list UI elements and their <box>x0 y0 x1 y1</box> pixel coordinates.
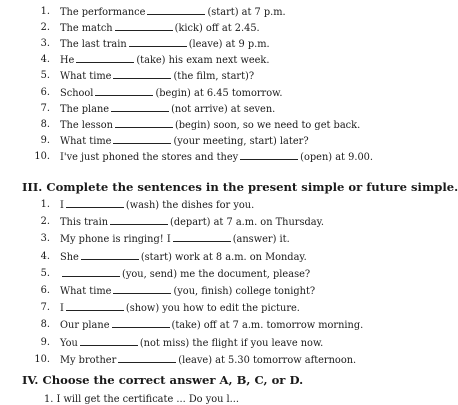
item-text-after: (take) his exam next week. <box>136 55 270 67</box>
answer-blank[interactable] <box>66 198 124 208</box>
answer-blank[interactable] <box>62 267 120 277</box>
item-text <box>60 134 309 149</box>
item-text <box>60 53 269 68</box>
answer-blank[interactable] <box>80 336 138 346</box>
item-text <box>60 86 282 101</box>
item-text-after: (your meeting, start) later? <box>173 135 309 147</box>
item-text-before: The match <box>60 23 113 35</box>
answer-blank[interactable] <box>110 215 168 225</box>
item-text <box>60 5 286 20</box>
section-4-cut-line: 1. I will get the certificate ... Do you l... <box>44 394 240 405</box>
item-number: 10. <box>34 150 50 162</box>
item-number: 9. <box>40 336 50 348</box>
item-text-before: The performance <box>60 7 146 18</box>
item-text-after: (kick) off at 2.45. <box>174 23 260 35</box>
item-text <box>60 150 373 165</box>
item-text-before: She <box>60 251 79 263</box>
item-text-before: He <box>60 55 75 67</box>
item-number: 7. <box>40 302 50 314</box>
answer-blank[interactable] <box>118 353 176 363</box>
item-text-after: (begin) at 6.45 tomorrow. <box>155 87 283 99</box>
item-text-after: (begin) soon, so we need to get back. <box>174 119 361 131</box>
item-text-after: (start) work at 8 a.m. on Monday. <box>140 251 307 263</box>
item-text <box>60 37 270 52</box>
item-text-after: (open) at 9.00. <box>300 151 374 163</box>
item-text-after: (leave) at 5.30 tomorrow afternoon. <box>178 354 357 366</box>
item-text-before: The plane <box>60 103 110 115</box>
answer-blank[interactable] <box>113 134 171 144</box>
item-text <box>60 353 356 368</box>
answer-blank[interactable] <box>147 5 205 15</box>
item-number: 2. <box>40 22 50 34</box>
item-text-before: My phone is ringing! I <box>60 234 171 246</box>
answer-blank[interactable] <box>81 250 139 260</box>
item-text-after: (the film, start)? <box>173 71 255 83</box>
item-number: 1. <box>40 6 50 17</box>
item-text <box>60 69 254 84</box>
item-text <box>60 198 254 213</box>
item-text-after: (you, finish) college tonight? <box>173 286 316 297</box>
item-text <box>60 267 310 282</box>
item-number: 8. <box>40 319 50 331</box>
item-text <box>60 336 323 351</box>
item-number: 3. <box>40 233 50 245</box>
item-number: 6. <box>40 285 50 296</box>
item-text <box>60 102 275 117</box>
item-text-after: (take) off at 7 a.m. tomorrow morning. <box>171 320 364 332</box>
section-3-heading: III. Complete the sentences in the present simple or future simple. <box>22 180 458 194</box>
item-text-before: The lesson <box>60 119 113 131</box>
item-number: 6. <box>40 86 50 98</box>
item-text-before: Our plane <box>60 320 110 332</box>
item-text-before: The last train <box>60 39 127 51</box>
item-text-after: (depart) at 7 a.m. on Thursday. <box>170 217 324 229</box>
item-text-after: (you, send) me the document, please? <box>122 268 311 280</box>
item-text <box>60 284 315 299</box>
answer-blank[interactable] <box>76 53 134 63</box>
answer-blank[interactable] <box>115 118 173 128</box>
answer-blank[interactable] <box>95 86 153 96</box>
item-number: 4. <box>40 54 50 66</box>
answer-blank[interactable] <box>111 102 169 112</box>
answer-blank[interactable] <box>129 37 187 47</box>
item-text-before: I <box>60 200 64 211</box>
item-text <box>60 21 260 36</box>
item-text-after: (not arrive) at seven. <box>171 103 276 115</box>
item-text-before: School <box>60 87 94 99</box>
item-text-before: You <box>60 337 78 349</box>
item-number: 8. <box>40 118 50 130</box>
item-number: 4. <box>40 250 50 262</box>
item-number: 3. <box>40 38 50 50</box>
item-number: 1. <box>40 199 50 210</box>
item-text-after: (wash) the dishes for you. <box>125 200 255 211</box>
item-text <box>60 215 324 230</box>
item-text-after: (not miss) the flight if you leave now. <box>139 337 324 349</box>
item-text <box>60 318 363 333</box>
item-text-after: (show) you how to edit the picture. <box>125 303 300 315</box>
item-text-before: What time <box>60 135 112 147</box>
item-text-before: I've just phoned the stores and they <box>60 151 239 163</box>
item-number: 10. <box>34 353 50 365</box>
answer-blank[interactable] <box>113 69 171 79</box>
item-number: 2. <box>40 216 50 228</box>
item-number: 5. <box>40 267 50 279</box>
answer-blank[interactable] <box>240 150 298 160</box>
item-text-before: I <box>60 303 64 315</box>
answer-blank[interactable] <box>112 318 170 328</box>
item-text-after: (answer) it. <box>232 234 290 246</box>
item-text-after: (leave) at 9 p.m. <box>188 39 270 51</box>
item-text <box>60 232 290 247</box>
item-text <box>60 118 360 133</box>
item-number: 9. <box>40 134 50 146</box>
item-text <box>60 250 307 265</box>
item-text-before: What time <box>60 286 112 297</box>
section-4-heading: IV. Choose the correct answer A, B, C, or D. <box>22 373 304 387</box>
item-text-before: This train <box>60 217 109 229</box>
answer-blank[interactable] <box>113 284 171 294</box>
answer-blank[interactable] <box>66 301 124 311</box>
item-text <box>60 301 300 316</box>
item-text-before: My brother <box>60 354 117 366</box>
item-number: 5. <box>40 70 50 82</box>
item-number: 7. <box>40 102 50 114</box>
answer-blank[interactable] <box>173 232 231 242</box>
item-text-before: What time <box>60 71 112 83</box>
answer-blank[interactable] <box>115 21 173 31</box>
item-text-after: (start) at 7 p.m. <box>207 7 286 18</box>
